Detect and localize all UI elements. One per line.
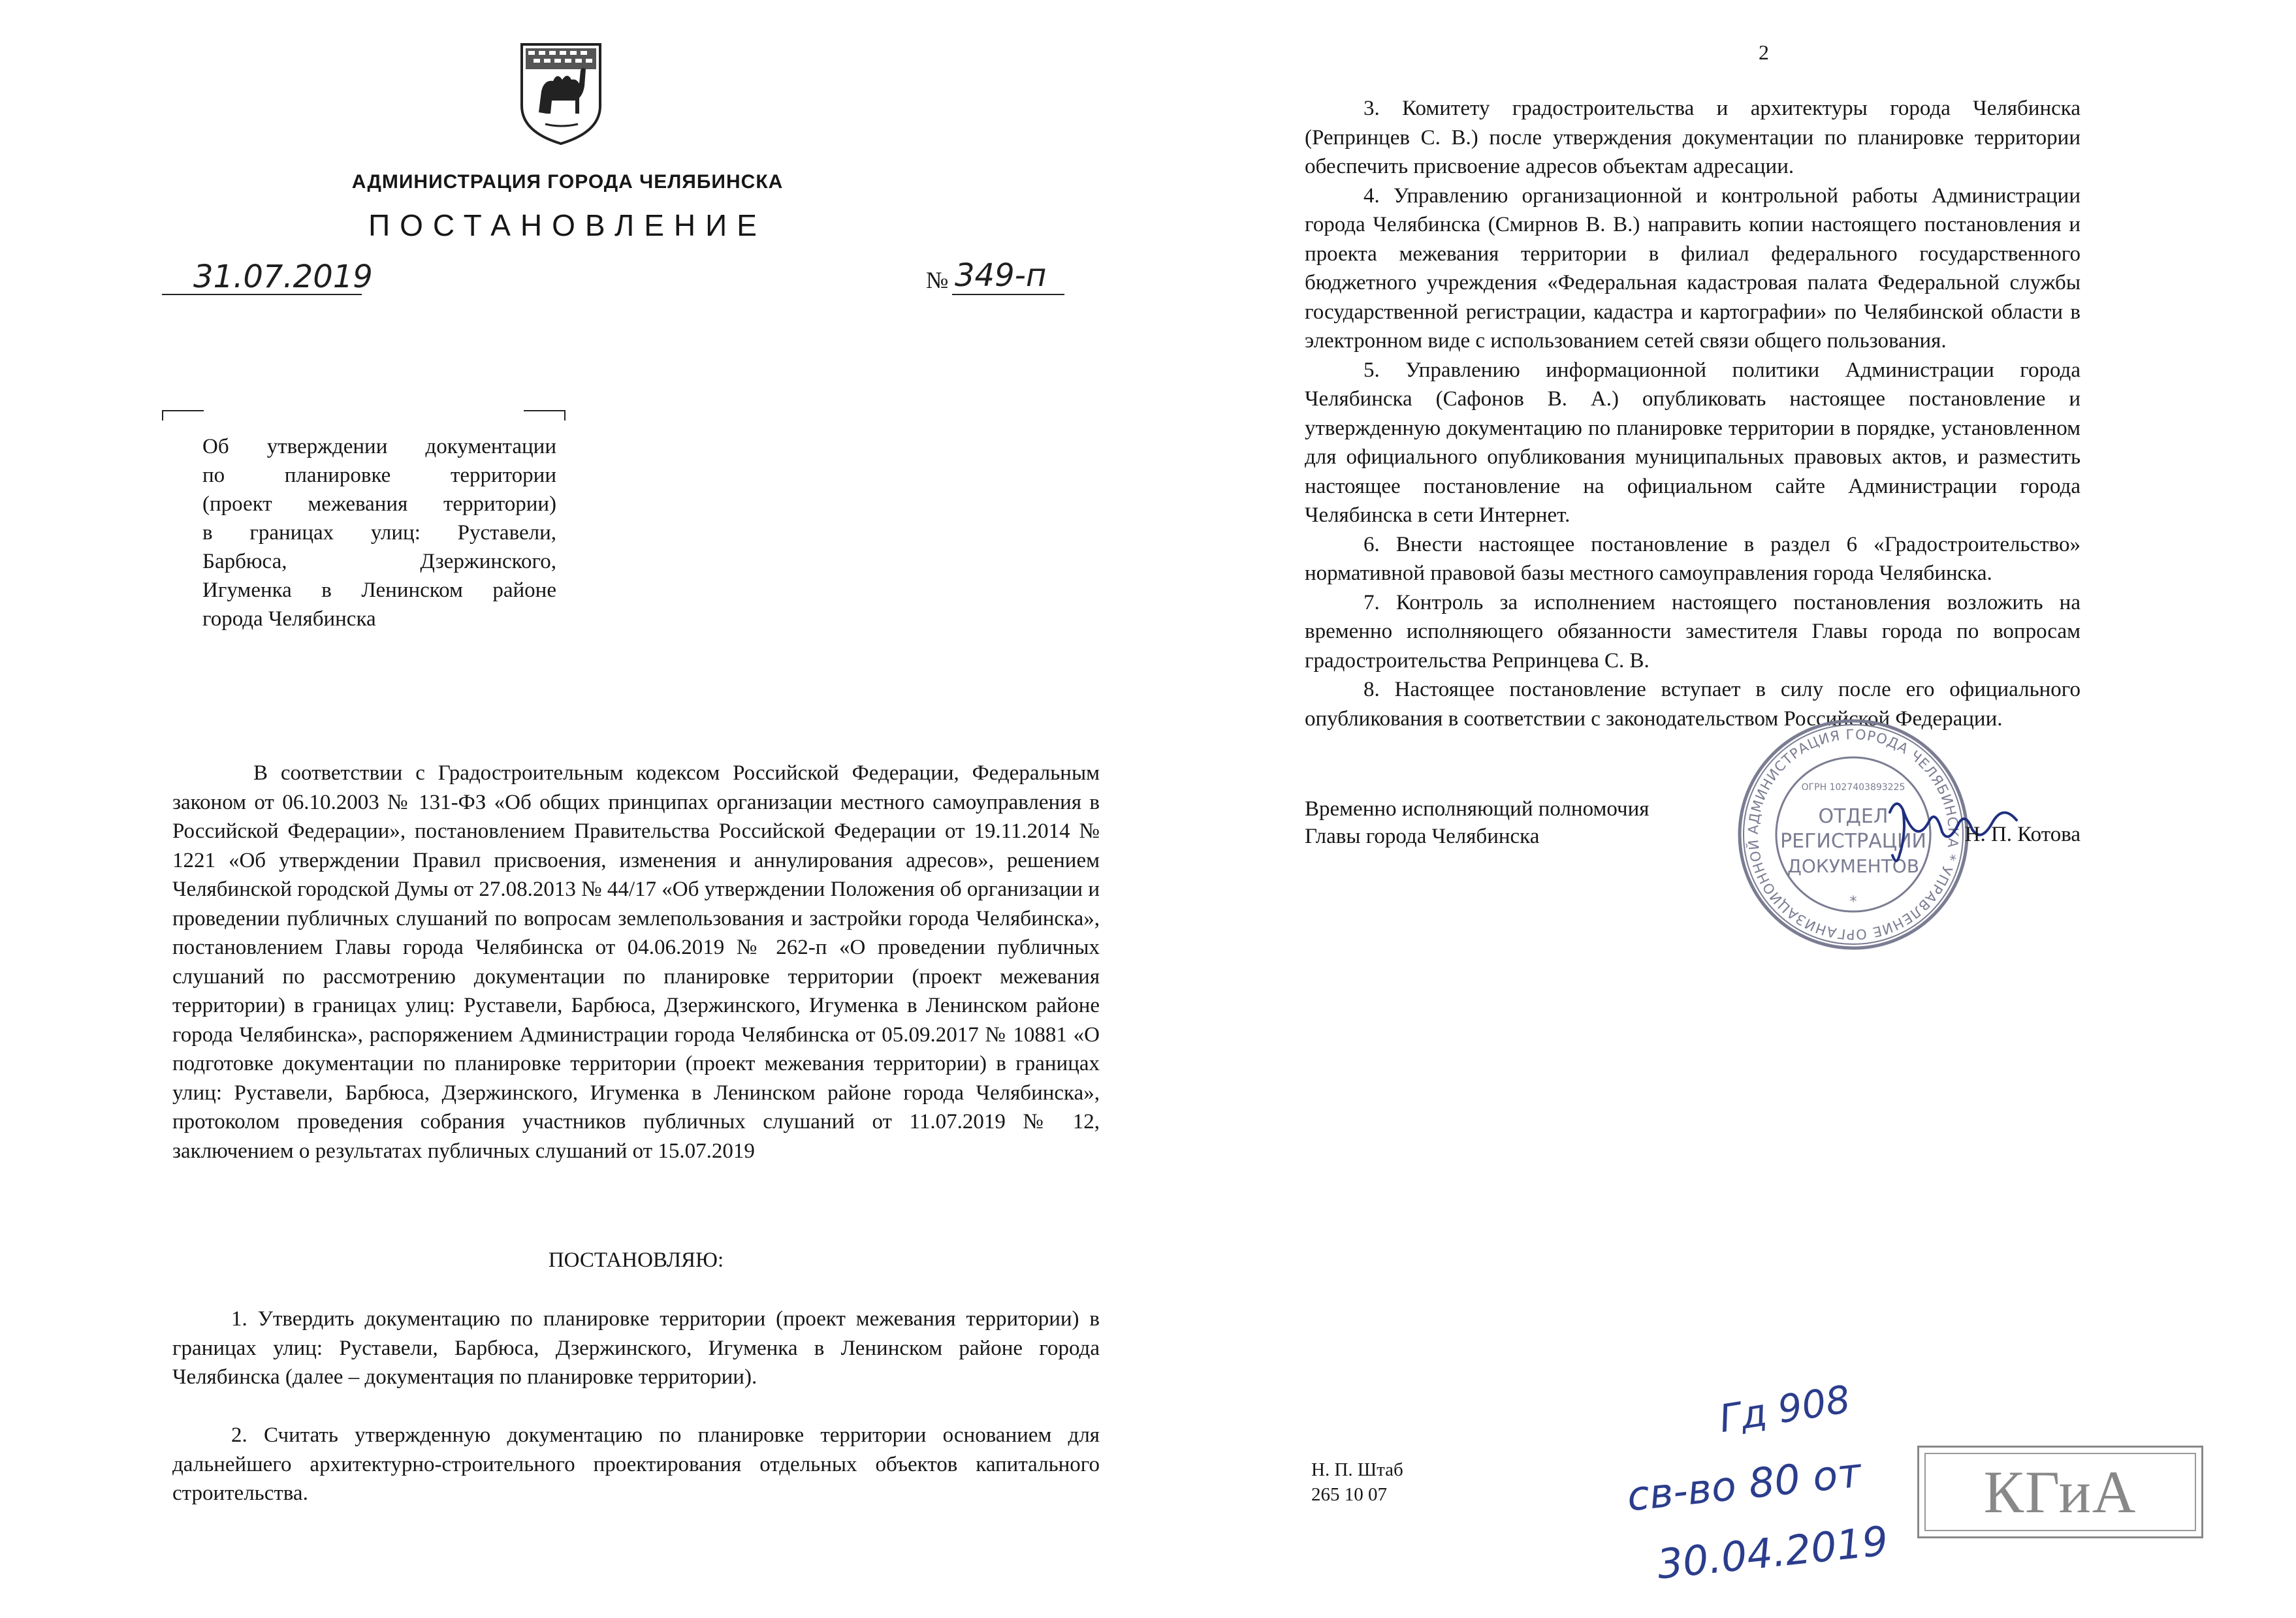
subject-line: Барбюса, Дзержинского, [202,550,556,573]
resolution-items-continued [1305,94,2081,733]
subject-line: по планировке территории [202,464,556,487]
subject-line: в границах улиц: Руставели, [202,521,556,545]
kgia-box-stamp-text: КГиА [1983,1459,2137,1525]
signature-title [1305,795,1649,850]
resolution-item-4: 4. Управлению организационной и контрольной работы Администрации города Челябинска (Смирнов В. В.) направить копии настоящего постановления и проекта межевания территории в филиал федерального государственного бюджетного учреждения «Федеральная кадастровая палата Федеральной службы государственной регистрации, кадастра и картографии» по Челябинской области в электронном виде с использованием сетей связи общего пользования. [1305,183,2081,353]
stamp-ring-text: АДМИНИСТРАЦИЯ ГОРОДА ЧЕЛЯБИНСКА * УПРАВЛЕНИЕ ОРГАНИЗАЦИОННОЙ [1745,726,1962,943]
stamp-center-line3: ДОКУМЕНТОВ [1787,855,1920,877]
date-underline [162,294,362,295]
coat-of-arms-emblem [519,40,603,146]
subject-line: Игуменка в Ленинском районе [202,579,556,602]
executor-name: Н. П. Штаб [1311,1459,1403,1480]
signature-title-line2: Главы города Челябинска [1305,825,1540,848]
number-label: № [926,267,949,293]
subject-line: Об утверждении документации [202,435,556,458]
subject-bracket-left [162,410,204,420]
handwritten-note-line2: св-во 80 от [1625,1448,1864,1521]
resolution-item-6: 6. Внести настоящее постановление в раздел 6 «Градостроительство» нормативной правовой базы местного самоуправления города Челябинска. [1305,532,2081,585]
number-underline [952,294,1064,295]
subject-line: города Челябинска [202,607,376,631]
resolve-heading: ПОСТАНОВЛЯЮ: [548,1248,724,1272]
preamble-paragraph: В соответствии с Градостроительным кодексом Российской Федерации, Федеральным законом от 06.10.2003 № 131-ФЗ «Об общих принципах организации местного самоуправления в Российской Федерации», постановлением Правительства Российской Федерации от 19.11.2014 № 1221 «Об утверждении Правил присвоения, изменения и аннулирования адресов», решением Челябинской городской Думы от 27.08.2013 № 44/17 «Об утверждении Положения об организации и проведении публичных слушаний по вопросам землепользования и застройки города Челябинска», постановлением Главы города Челябинска от 04.06.2019 № 262-п «О проведении публичных слушаний по рассмотрению документации по планировке территории (проект межевания территории) в границах улиц: Руставели, Барбюса, Дзержинского, Игуменка в Ленинском районе города Челябинска», распоряжением Администрации города Челябинска от 05.09.2017 № 10881 «О подготовке документации по планировке территории (проект межевания территории) в границах улиц: Руставели, Барбюса, Дзержинского, Игуменка в Ленинском районе города Челябинска», протоколом проведения собрания участников публичных слушаний от 11.07.2019 № 12, заключением о результатах публичных слушаний от 15.07.2019 [172,761,1100,1163]
right-page [1148,0,2296,1618]
stamp-center-line2: РЕГИСТРАЦИИ [1780,830,1926,853]
handwritten-note-line3: 30.04.2019 [1655,1516,1890,1589]
subject-bracket-right [524,410,566,420]
resolution-item-7: 7. Контроль за исполнением настоящего постановления возложить на временно исполняющего обязанности заместителя Главы города по вопросам градостроительства Репринцева С. В. [1305,590,2081,673]
handwritten-note-line1: Гд 908 [1716,1376,1853,1442]
stamp-center-line1: ОТДЕЛ [1818,805,1889,828]
document-date: 31.07.2019 [193,259,373,295]
page-number: 2 [1759,40,1769,64]
document-number: 349-п [955,257,1047,294]
document-subject [202,432,556,633]
signatory-name: Н. П. Котова [1964,823,2081,846]
stamp-ogrn: ОГРН 1027403893225 [1801,782,1905,793]
svg-text:*: * [1849,894,1857,910]
resolution-item-5: 5. Управлению информационной политики Администрации города Челябинска (Сафонов В. А.) опубликовать настоящее постановление и утвержденную документацию по планировке территории в порядке, установленном для официального опубликования муниципальных правовых актов, и разместить настоящее постановление на официальном сайте Администрации города Челябинска в сети Интернет. [1305,358,2081,527]
subject-line: (проект межевания территории) [202,492,556,516]
administration-name: АДМИНИСТРАЦИЯ ГОРОДА ЧЕЛЯБИНСКА [351,171,784,193]
resolution-item-3: 3. Комитету градостроительства и архитектуры города Челябинска (Репринцев С. В.) после утверждения документации по планировке территории обеспечить присвоение адресов объектам адресации. [1305,97,2081,178]
executor-phone: 265 10 07 [1311,1484,1387,1505]
resolution-item-2: 2. Считать утвержденную документацию по планировке территории основанием для дальнейшего архитектурно-строительного проектирования отдельных объектов капитального строительства. [172,1423,1100,1505]
executor-info [1311,1457,1403,1507]
signature-title-line1: Временно исполняющий полномочия [1305,797,1650,821]
document-type-title: ПОСТАНОВЛЕНИЕ [368,208,767,242]
resolution-item-1: 1. Утвердить документацию по планировке территории (проект межевания территории) в границах улиц: Руставели, Барбюса, Дзержинского, Игуменка в Ленинском районе города Челябинска (далее – документация по планировке территории). [172,1307,1100,1389]
resolution-item-8: 8. Настоящее постановление вступает в силу после его официального опубликования в соответствии с законодательством Российской Федерации. [1305,678,2081,731]
kgia-box-stamp [1917,1446,2203,1538]
